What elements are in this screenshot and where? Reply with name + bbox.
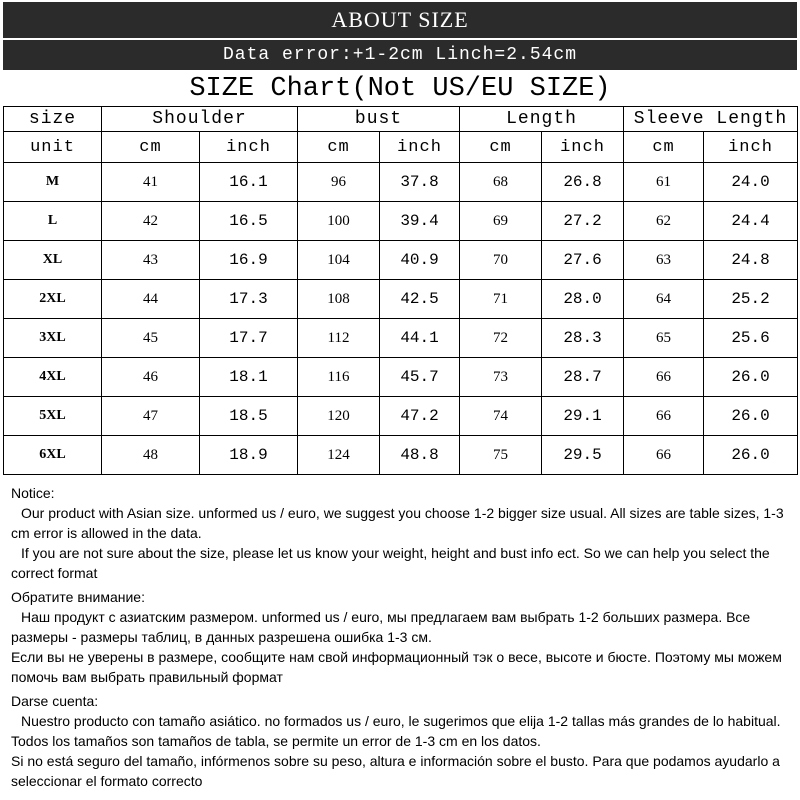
measurement-cell: 28.7 — [542, 358, 624, 397]
measurement-cell: 112 — [298, 319, 380, 358]
table-row — [4, 397, 798, 436]
measurement-cell: 66 — [624, 436, 704, 475]
notice-heading: Darse cuenta: — [11, 693, 99, 709]
measurement-cell: 96 — [298, 163, 380, 202]
measurement-cell: 120 — [298, 397, 380, 436]
size-cell: 3XL — [4, 319, 102, 358]
measurement-cell: 28.3 — [542, 319, 624, 358]
table-row — [4, 163, 798, 202]
size-cell: 2XL — [4, 280, 102, 319]
measurement-cell: 100 — [298, 202, 380, 241]
notice-text: Our product with Asian size. unformed us / euro, we suggest you choose 1-2 bigger size usual. All sizes are table sizes, 1-3 cm error is allowed in the data. — [11, 505, 784, 541]
measurement-cell: 68 — [460, 163, 542, 202]
measurement-cell: 27.6 — [542, 241, 624, 280]
measurement-cell: 25.6 — [704, 319, 798, 358]
notice-text: Если вы не уверены в размере, сообщите нам свой информационный тэк о весе, высоте и бюсте. Поэтому мы можем помочь вам выбрать правильный формат — [11, 649, 782, 685]
measurement-cell: 44.1 — [380, 319, 460, 358]
measurement-cell: 27.2 — [542, 202, 624, 241]
measurement-cell: 18.1 — [200, 358, 298, 397]
sleeve-cm-header: cm — [624, 132, 704, 163]
measurement-cell: 66 — [624, 397, 704, 436]
length-header: Length — [460, 107, 624, 132]
measurement-cell: 61 — [624, 163, 704, 202]
size-header: size — [4, 107, 102, 132]
measurement-cell: 40.9 — [380, 241, 460, 280]
measurement-cell: 16.5 — [200, 202, 298, 241]
shoulder-inch-header: inch — [200, 132, 298, 163]
measurement-cell: 29.1 — [542, 397, 624, 436]
size-cell: L — [4, 202, 102, 241]
measurement-cell: 17.7 — [200, 319, 298, 358]
size-cell: 6XL — [4, 436, 102, 475]
measurement-cell: 104 — [298, 241, 380, 280]
notice-text: Наш продукт с азиатским размером. unformed us / euro, мы предлагаем вам выбрать 1-2 больших размера. Все размеры - размеры таблиц, в данных разрешена ошибка 1-3 см. — [11, 609, 751, 645]
measurement-cell: 45.7 — [380, 358, 460, 397]
measurement-cell: 69 — [460, 202, 542, 241]
bust-header: bust — [298, 107, 460, 132]
table-row — [4, 280, 798, 319]
measurement-cell: 48 — [102, 436, 200, 475]
measurement-cell: 47.2 — [380, 397, 460, 436]
table-header-row — [4, 107, 798, 132]
measurement-cell: 75 — [460, 436, 542, 475]
measurement-cell: 24.4 — [704, 202, 798, 241]
measurement-cell: 29.5 — [542, 436, 624, 475]
data-error-note: Data error:+1-2cm Linch=2.54cm — [3, 40, 797, 70]
table-row — [4, 358, 798, 397]
notice-text: If you are not sure about the size, please let us know your weight, height and bust info ect. So we can help you select the correct format — [11, 545, 770, 581]
shoulder-header: Shoulder — [102, 107, 298, 132]
size-chart-title: SIZE Chart(Not US/EU SIZE) — [189, 74, 611, 104]
size-cell: XL — [4, 241, 102, 280]
measurement-cell: 72 — [460, 319, 542, 358]
measurement-cell: 74 — [460, 397, 542, 436]
measurement-cell: 24.8 — [704, 241, 798, 280]
measurement-cell: 71 — [460, 280, 542, 319]
measurement-cell: 17.3 — [200, 280, 298, 319]
measurement-cell: 108 — [298, 280, 380, 319]
notes-section — [11, 483, 791, 795]
measurement-cell: 26.0 — [704, 397, 798, 436]
table-row — [4, 319, 798, 358]
shoulder-cm-header: cm — [102, 132, 200, 163]
measurement-cell: 39.4 — [380, 202, 460, 241]
unit-header: unit — [4, 132, 102, 163]
table-row — [4, 436, 798, 475]
length-cm-header: cm — [460, 132, 542, 163]
measurement-cell: 124 — [298, 436, 380, 475]
measurement-cell: 26.0 — [704, 358, 798, 397]
size-table — [3, 106, 798, 475]
measurement-cell: 62 — [624, 202, 704, 241]
measurement-cell: 73 — [460, 358, 542, 397]
table-row — [4, 202, 798, 241]
size-cell: 4XL — [4, 358, 102, 397]
table-row — [4, 241, 798, 280]
measurement-cell: 70 — [460, 241, 542, 280]
measurement-cell: 66 — [624, 358, 704, 397]
measurement-cell: 63 — [624, 241, 704, 280]
notice-heading: Обратите внимание: — [11, 589, 145, 605]
measurement-cell: 18.9 — [200, 436, 298, 475]
measurement-cell: 47 — [102, 397, 200, 436]
notice-spanish — [11, 691, 791, 791]
measurement-cell: 45 — [102, 319, 200, 358]
measurement-cell: 43 — [102, 241, 200, 280]
measurement-cell: 18.5 — [200, 397, 298, 436]
notice-english — [11, 483, 791, 583]
measurement-cell: 24.0 — [704, 163, 798, 202]
measurement-cell: 48.8 — [380, 436, 460, 475]
measurement-cell: 116 — [298, 358, 380, 397]
notice-heading: Notice: — [11, 485, 55, 501]
measurement-cell: 42 — [102, 202, 200, 241]
measurement-cell: 26.8 — [542, 163, 624, 202]
measurement-cell: 28.0 — [542, 280, 624, 319]
measurement-cell: 16.9 — [200, 241, 298, 280]
bust-cm-header: cm — [298, 132, 380, 163]
measurement-cell: 64 — [624, 280, 704, 319]
sleeve-inch-header: inch — [704, 132, 798, 163]
length-inch-header: inch — [542, 132, 624, 163]
measurement-cell: 41 — [102, 163, 200, 202]
size-cell: M — [4, 163, 102, 202]
page-title: ABOUT SIZE — [3, 2, 797, 38]
measurement-cell: 16.1 — [200, 163, 298, 202]
measurement-cell: 25.2 — [704, 280, 798, 319]
measurement-cell: 44 — [102, 280, 200, 319]
measurement-cell: 26.0 — [704, 436, 798, 475]
notice-text: Si no está seguro del tamaño, infórmenos sobre su peso, altura e información sobre el busto. Para que podamos ayudarlo a seleccionar el formato correcto — [11, 753, 780, 789]
notice-text: Nuestro producto con tamaño asiático. no formados us / euro, le sugerimos que elija 1-2 tallas más grandes de lo habitual. Todos los tamaños son tamaños de tabla, se permite un error de 1-3 cm en los datos. — [11, 713, 781, 749]
sleeve-length-header: Sleeve Length — [624, 107, 798, 132]
size-cell: 5XL — [4, 397, 102, 436]
bust-inch-header: inch — [380, 132, 460, 163]
notice-russian — [11, 587, 791, 687]
measurement-cell: 46 — [102, 358, 200, 397]
measurement-cell: 42.5 — [380, 280, 460, 319]
measurement-cell: 37.8 — [380, 163, 460, 202]
measurement-cell: 65 — [624, 319, 704, 358]
table-unit-row — [4, 132, 798, 163]
